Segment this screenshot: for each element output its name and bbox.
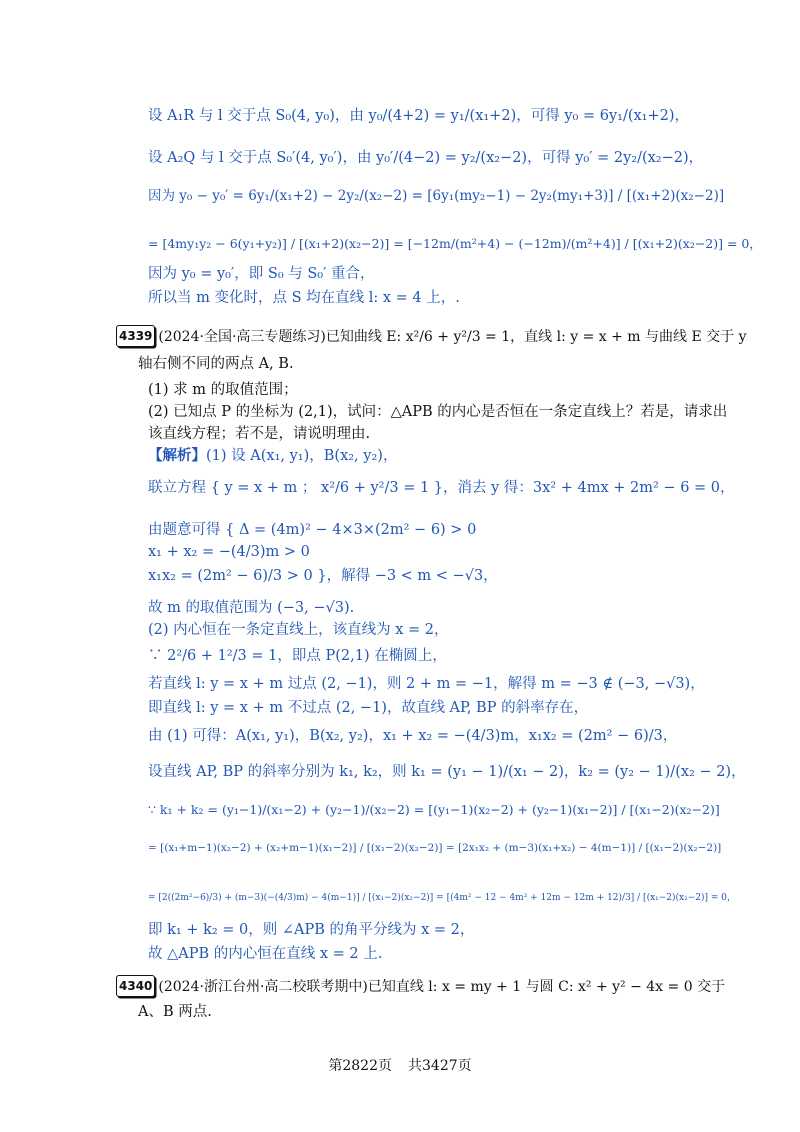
problem-text: (2024·全国·高三专题练习)已知曲线 E: x²/6 + y²/3 = 1，直线 l: y = x + m 与曲线 E 交于 y — [158, 329, 747, 345]
question-2: 该直线方程；若不是，请说明理由. — [148, 426, 371, 442]
page-number: 第2822页 — [328, 1058, 392, 1074]
solution-line: x₁x₂ = (2m² − 6)/3 > 0 }，解得 −3 < m < −√3， — [148, 568, 498, 584]
problem-4340-statement — [116, 976, 725, 998]
solution-line: 即 k₁ + k₂ = 0，则 ∠APB 的角平分线为 x = 2， — [148, 922, 475, 938]
solution-line: (2) 内心恒在一条定直线上，该直线为 x = 2， — [148, 622, 449, 638]
problem-number-badge: 4340 — [116, 975, 155, 997]
solution-line: 设直线 AP, BP 的斜率分别为 k₁, k₂，则 k₁ = (y₁ − 1)/(x₁ − 2)，k₂ = (y₂ − 1)/(x₂ − 2)， — [148, 764, 746, 780]
solution-line: 联立方程 { y = x + m ； x²/6 + y²/3 = 1 }，消去 y 得：3x² + 4mx + 2m² − 6 = 0， — [148, 480, 735, 496]
problem-4339-statement — [116, 326, 747, 348]
solution-line: ∵ k₁ + k₂ = (y₁−1)/(x₁−2) + (y₂−1)/(x₂−2) = [(y₁−1)(x₂−2) + (y₂−1)(x₁−2)] / [(x₁−2)(x₂−2)] — [148, 802, 720, 817]
problem-text: 轴右侧不同的两点 A, B. — [138, 356, 294, 372]
problem-number-badge: 4339 — [116, 325, 155, 347]
problem-text: (2024·浙江台州·高二校联考期中)已知直线 l: x = my + 1 与圆 C: x² + y² − 4x = 0 交于 — [158, 979, 726, 995]
page-total: 共3427页 — [408, 1058, 472, 1074]
page-footer — [0, 1055, 800, 1075]
solution-line: 若直线 l: y = x + m 过点 (2, −1)，则 2 + m = −1，解得 m = −3 ∉ (−3, −√3)， — [148, 676, 705, 692]
solution-line: 设 A₁R 与 l 交于点 S₀(4, y₀)，由 y₀/(4+2) = y₁/(x₁+2)，可得 y₀ = 6y₁/(x₁+2)， — [148, 108, 690, 124]
solution-line: 由 (1) 可得：A(x₁, y₁)，B(x₂, y₂)，x₁ + x₂ = −(4/3)m，x₁x₂ = (2m² − 6)/3， — [148, 728, 678, 744]
question-2: (2) 已知点 P 的坐标为 (2,1)，试问：△APB 的内心是否恒在一条定直线上？若是，请求出 — [148, 404, 728, 420]
solution-line: 因为 y₀ − y₀′ = 6y₁/(x₁+2) − 2y₂/(x₂−2) = [6y₁(my₂−1) − 2y₂(my₁+3)] / [(x₁+2)(x₂−2)] — [148, 188, 725, 204]
solution-line: 由题意可得 { Δ = (4m)² − 4×3×(2m² − 6) > 0 — [148, 522, 477, 538]
solution-line: x₁ + x₂ = −(4/3)m > 0 — [148, 544, 310, 560]
solution-line: 设 A₂Q 与 l 交于点 S₀′(4, y₀′)，由 y₀′/(4−2) = y₂/(x₂−2)，可得 y₀′ = 2y₂/(x₂−2)， — [148, 150, 704, 166]
solution-line: 所以当 m 变化时，点 S 均在直线 l: x = 4 上，. — [148, 290, 460, 306]
solution-line: 故 m 的取值范围为 (−3, −√3). — [148, 600, 355, 616]
solution-line: 【解析】(1) 设 A(x₁, y₁)，B(x₂, y₂)， — [148, 447, 398, 464]
solution-line: 因为 y₀ = y₀′，即 S₀ 与 S₀′ 重合， — [148, 266, 375, 282]
solution-tag: 【解析】 — [148, 447, 206, 464]
solution-line: 故 △APB 的内心恒在直线 x = 2 上. — [148, 946, 383, 962]
solution-line: 即直线 l: y = x + m 不过点 (2, −1)，故直线 AP, BP 的斜率存在， — [148, 700, 589, 716]
solution-line: = [2((2m²−6)/3) + (m−3)(−(4/3)m) − 4(m−1)] / [(x₁−2)(x₂−2)] = [(4m² − 12 − 4m² + 12m − 12m + 12)/3] / [(x₁−2)(x₂−2)] = 0， — [148, 893, 737, 903]
problem-text: A、B 两点. — [138, 1004, 212, 1020]
question-1: (1) 求 m 的取值范围； — [148, 382, 298, 398]
solution-line: = [4my₁y₂ − 6(y₁+y₂)] / [(x₁+2)(x₂−2)] = [−12m/(m²+4) − (−12m)/(m²+4)] / [(x₁+2)(x₂−2)] = 0， — [148, 236, 762, 251]
solution-line: = [(x₁+m−1)(x₂−2) + (x₂+m−1)(x₁−2)] / [(x₁−2)(x₂−2)] = [2x₁x₂ + (m−3)(x₁+x₂) − 4(m−1)] / [(x₁−2)(x₂−2)] — [148, 842, 722, 854]
solution-line: ∵ 2²/6 + 1²/3 = 1，即点 P(2,1) 在椭圆上， — [148, 648, 447, 664]
